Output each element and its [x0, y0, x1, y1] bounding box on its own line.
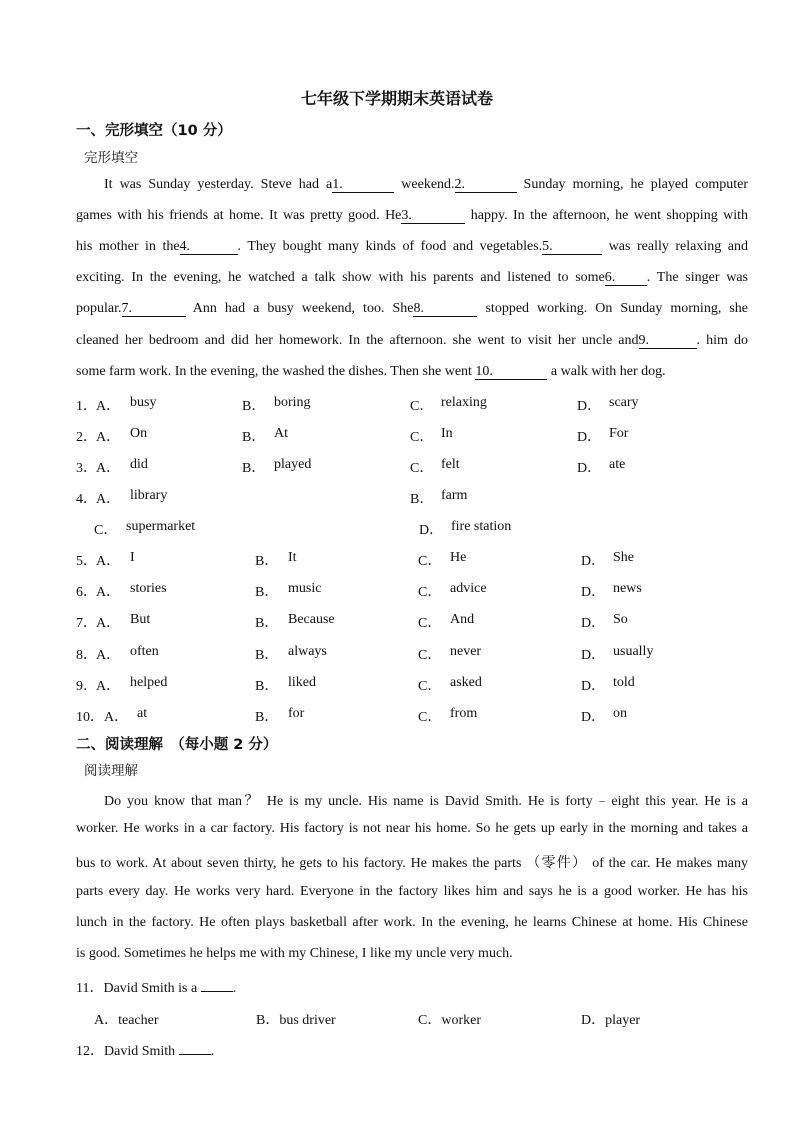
question-row: 1． A． busy B． boring C． relaxing D． scary [76, 395, 639, 414]
option-b[interactable]: It [288, 550, 297, 565]
reading-line: lunch in the factory. He often plays basketball after work. In the evening, he learns Chinese at home. His Chinese [76, 915, 748, 930]
cloze-blank-4[interactable]: 4. [180, 240, 238, 255]
option-d[interactable]: usually [613, 644, 654, 659]
option-d[interactable]: For [609, 426, 629, 441]
option-a[interactable]: I [130, 550, 135, 565]
cloze-blank-1[interactable]: 1. [332, 178, 394, 193]
reading-line: Do you know that man？ He is my uncle. His name is David Smith. He is forty﹣eight this year. He is a [104, 794, 748, 809]
option-b[interactable]: Because [288, 612, 335, 627]
option-b[interactable]: B．bus driver [256, 1013, 336, 1028]
cloze-line-7: some farm work. In the evening, the washed the dishes. Then she went 10. a walk with her dog. [76, 364, 666, 379]
question-row: 2． A． On B． At C． In D． For [76, 426, 629, 445]
cloze-line-4: exciting. In the evening, he watched a talk show with his parents and listened to some6. . The singer was [76, 270, 749, 285]
question-row: C． supermarket D． fire station [94, 519, 512, 538]
cloze-blank-7[interactable]: 7. [122, 302, 186, 317]
option-b[interactable]: for [288, 706, 305, 721]
option-d[interactable]: ate [609, 457, 626, 472]
page-title: 七年级下学期期末英语试卷 [300, 89, 493, 108]
option-c[interactable]: from [450, 706, 478, 721]
option-c[interactable]: And [450, 612, 475, 627]
option-c[interactable]: He [450, 550, 467, 565]
reading-line: parts every day. He works very hard. Everyone in the factory likes him and says he is a good worker. He has his [76, 884, 748, 899]
cloze-blank-6[interactable]: 6. [605, 271, 647, 286]
cloze-line-2: games with his friends at home. It was pretty good. He3. happy. In the afternoon, he went shopping with [76, 208, 748, 223]
question-row: 6． A． stories B． music C． advice D． news [76, 581, 642, 600]
question-row: 8． A． often B． always C． never D． usually [76, 644, 654, 663]
cloze-blank-8[interactable]: 8. [413, 302, 477, 317]
option-c[interactable]: supermarket [126, 519, 196, 534]
option-c[interactable]: never [450, 644, 482, 659]
option-c[interactable]: asked [450, 675, 482, 690]
section2-heading: 二、阅读理解 （每小题 2 分） [76, 737, 278, 753]
option-d[interactable]: news [613, 581, 642, 596]
answer-blank[interactable] [201, 991, 233, 992]
option-a[interactable]: On [130, 426, 148, 441]
option-c[interactable]: advice [450, 581, 487, 596]
question-row: 3． A． did B． played C． felt D． ate [76, 457, 626, 476]
question-11-options [0, 1009, 794, 1029]
cloze-blank-2[interactable]: 2. [455, 178, 517, 193]
option-a[interactable]: But [130, 612, 151, 627]
option-b[interactable]: At [274, 426, 288, 441]
option-b[interactable]: music [288, 581, 322, 596]
question-row: 10． A． at B． for C． from D． on [76, 706, 627, 725]
cloze-blank-5[interactable]: 5. [542, 240, 602, 255]
option-c[interactable]: relaxing [441, 395, 487, 410]
option-d[interactable]: fire station [451, 519, 512, 534]
option-d[interactable]: told [613, 675, 635, 690]
section1-heading: 一、完形填空（10 分） [76, 123, 232, 139]
option-a[interactable]: helped [130, 675, 168, 690]
option-a[interactable]: A．teacher [94, 1013, 159, 1028]
option-c[interactable]: felt [441, 457, 460, 472]
option-c[interactable]: In [441, 426, 453, 441]
option-b[interactable]: boring [274, 395, 311, 410]
option-b[interactable]: liked [288, 675, 316, 690]
option-a[interactable]: library [130, 488, 168, 503]
question-row: 5． A． I B． It C． He D． She [76, 550, 634, 569]
option-b[interactable]: farm [441, 488, 468, 503]
option-a[interactable]: did [130, 457, 148, 472]
option-d[interactable]: So [613, 612, 628, 627]
option-c[interactable]: C．worker [418, 1013, 481, 1028]
answer-blank[interactable] [179, 1054, 211, 1055]
cloze-blank-10[interactable]: 10. [475, 365, 547, 380]
option-a[interactable]: stories [130, 581, 167, 596]
option-b[interactable]: played [274, 457, 312, 472]
section2-subheading: 阅读理解 [84, 763, 138, 779]
option-a[interactable]: busy [130, 395, 157, 410]
reading-line: is good. Sometimes he helps me with my Chinese, I like my uncle very much. [76, 946, 513, 961]
option-d[interactable]: D．player [581, 1013, 641, 1028]
option-d[interactable]: scary [609, 395, 639, 410]
option-a[interactable]: often [130, 644, 159, 659]
option-d[interactable]: on [613, 706, 627, 721]
option-d[interactable]: She [613, 550, 634, 565]
cloze-line-5: popular.7. Ann had a busy weekend, too. She8. stopped working. On Sunday morning, she [76, 301, 748, 316]
cloze-line-6: cleaned her bedroom and did her homework. In the afternoon. she went to visit her uncle and9. . him do [76, 333, 748, 348]
cloze-blank-9[interactable]: 9. [639, 334, 697, 349]
question-row: 4． A． library B． farm [76, 488, 468, 507]
cloze-line-3: his mother in the4. . They bought many kinds of food and vegetables.5. was really relaxing and [76, 239, 748, 254]
option-a[interactable]: at [137, 706, 148, 721]
option-b[interactable]: always [288, 644, 327, 659]
question-row: 9． A． helped B． liked C． asked D． told [76, 675, 635, 694]
reading-line: bus to work. At about seven thirty, he gets to his factory. He makes the parts （零件） of the car. He makes many [76, 856, 748, 871]
cloze-blank-3[interactable]: 3. [401, 209, 465, 224]
cloze-line-1: It was Sunday yesterday. Steve had a1. weekend.2. Sunday morning, he played computer [104, 177, 748, 192]
reading-line: worker. He works in a car factory. His factory is not near his home. So he gets up early in the morning and takes a [76, 821, 748, 836]
question-12-stem: 12．David Smith . [76, 1044, 215, 1059]
question-11-stem: 11．David Smith is a . [76, 981, 237, 996]
question-row: 7． A． But B． Because C． And D． So [76, 612, 628, 631]
section1-subheading: 完形填空 [84, 150, 138, 166]
